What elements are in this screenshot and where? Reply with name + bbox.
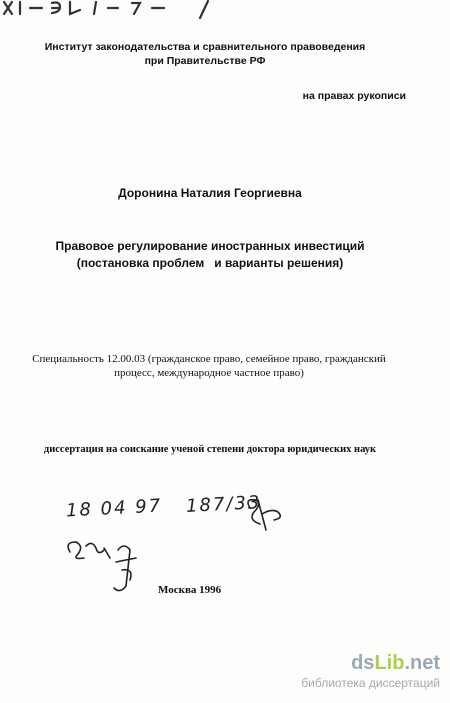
thesis-degree-line: диссертация на соискание ученой степени доктора юридических наук	[43, 444, 377, 455]
institute-line-2: при Правительстве РФ	[144, 55, 266, 67]
author-name: Доронина Наталия Георгиевна	[118, 186, 302, 200]
scan-header-mark	[0, 0, 240, 22]
handwritten-number: 187/33	[185, 492, 262, 517]
handwritten-notes	[0, 490, 450, 600]
title-line-2-part-a: (постановка проблем	[76, 256, 205, 270]
dslib-subtitle: библиотека диссертаций	[301, 676, 440, 690]
institute-name	[40, 40, 370, 68]
dslib-logo: dsLib.net	[351, 652, 440, 674]
handwritten-signatures	[0, 490, 450, 600]
specialty-text	[14, 352, 404, 380]
title-line-2-part-b: и варианты решения)	[214, 256, 344, 270]
institute-line-1: Институт законодательства и сравнительного правоведения	[44, 41, 366, 53]
specialty-line-2: процесс, международное частное право)	[114, 367, 304, 379]
title-line-2	[30, 255, 390, 272]
city-year: Москва 1996	[158, 584, 222, 596]
specialty-line-1: Специальность 12.00.03 (гражданское право, семейное право, гражданский	[32, 353, 386, 365]
title-line-1: Правовое регулирование иностранных инвестиций	[55, 239, 365, 253]
dissertation-title	[30, 238, 390, 272]
rights-note: на правах рукописи	[302, 90, 406, 102]
dslib-watermark	[301, 652, 440, 690]
handwritten-date: 18 04 97	[65, 495, 163, 522]
